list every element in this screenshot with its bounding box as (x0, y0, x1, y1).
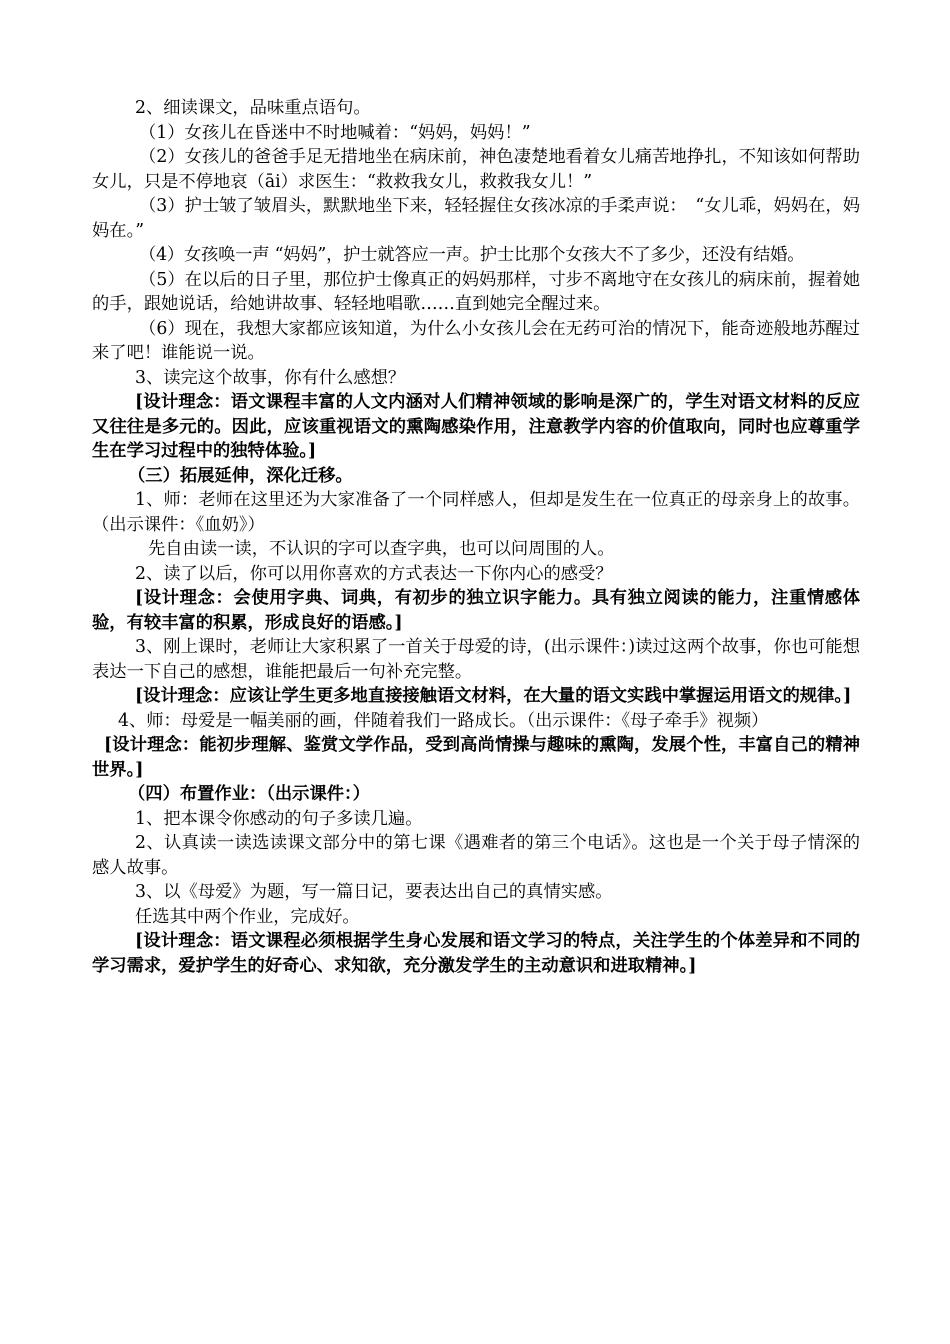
section-heading-3: （三）拓展延伸，深化迁移。 (128, 465, 353, 486)
paragraph-extend-4: 4、师：母爱是一幅美丽的画，伴随着我们一路成长。（出示课件：《母子牵手》视频） (118, 710, 769, 731)
paragraph-step-3: 3、读完这个故事，你有什么感想？ (135, 367, 406, 388)
design-concept-1: [设计理念：语文课程丰富的人文内涵对人们精神领域的影响是深广的，学生对语文材料的反应又往往是多元的。因此，应该重视语文的熏陶感染作用，注意教学内容的价值取向，同时也应尊重学生在学习过程中的独特体验。] (92, 392, 860, 461)
paragraph-extend-read: 先自由读一读，不认识的字可以查字典，也可以问周围的人。 (148, 539, 615, 559)
paragraph-sentence-3: （3）护士皱了皱眉头，默默地坐下来，轻轻握住女孩冰凉的手柔声说： “女儿乖，妈妈在，妈妈在。” (92, 196, 860, 241)
paragraph-extend-3: 3、刚上课时，老师让大家积累了一首关于母爱的诗，(出示课件：)读过这两个故事，你也可能想表达一下自己的感想，谁能把最后一句补充完整。 (92, 637, 860, 682)
paragraph-sentence-2: （2）女孩儿的爸爸手足无措地坐在病床前，神色凄楚地看着女儿痛苦地挣扎，不知该如何帮助女儿，只是不停地哀（āi）求医生：“救救我女儿，救救我女儿！” (92, 147, 860, 192)
paragraph-extend-2: 2、读了以后，你可以用你喜欢的方式表达一下你内心的感受？ (135, 563, 613, 584)
paragraph-sentence-4: （4）女孩唤一声 “妈妈”，护士就答应一声。护士比那个女孩大不了多少，还没有结婚。 (139, 245, 805, 265)
design-concept-5: [设计理念：语文课程必须根据学生身心发展和语文学习的特点，关注学生的个体差异和不同的学习需求，爱护学生的好奇心、求知欲，充分激发学生的主动意识和进取精神。] (92, 931, 860, 976)
paragraph-sentence-5: （5）在以后的日子里，那位护士像真正的妈妈那样，寸步不离地守在女孩儿的病床前，握着她的手，跟她说话，给她讲故事、轻轻地唱歌……直到她完全醒过来。 (92, 269, 860, 314)
homework-item-3: 3、以《母爱》为题，写一篇日记，要表达出自己的真情实感。 (135, 882, 613, 902)
design-concept-2: [设计理念：会使用字典、词典，有初步的独立识字能力。具有独立阅读的能力，注重情感体验，有较丰富的积累，形成良好的语感。] (92, 588, 860, 633)
homework-item-2: 2、认真读一读选读课文部分中的第七课《遇难者的第三个电话》。这也是一个关于母子情深的感人故事。 (92, 833, 860, 878)
homework-item-1: 1、把本课令你感动的句子多读几遍。 (135, 808, 423, 829)
design-concept-4: [设计理念：能初步理解、鉴赏文学作品，受到高尚情操与趣味的熏陶，发展个性，丰富自己的精神世界。] (92, 735, 860, 780)
paragraph-sentence-6: （6）现在，我想大家都应该知道，为什么小女孩儿会在无药可治的情况下，能奇迹般地苏醒过来了吧！谁能说一说。 (92, 318, 860, 363)
paragraph-sentence-1: （1）女孩儿在昏迷中不时地喊着：“妈妈，妈妈！” (139, 122, 531, 143)
paragraph-extend-1: 1、师：老师在这里还为大家准备了一个同样感人，但却是发生在一位真正的母亲身上的故事。（出示课件：《血奶》） (92, 490, 860, 535)
section-heading-4: （四）布置作业：（出示课件：） (128, 784, 370, 804)
paragraph-step-2: 2、细读课文，品味重点语句。 (135, 98, 371, 118)
homework-note: 任选其中两个作业，完成好。 (135, 906, 360, 927)
design-concept-3: [设计理念：应该让学生更多地直接接触语文材料，在大量的语文实践中掌握运用语文的规律。] (135, 686, 852, 706)
document-body (92, 96, 860, 978)
